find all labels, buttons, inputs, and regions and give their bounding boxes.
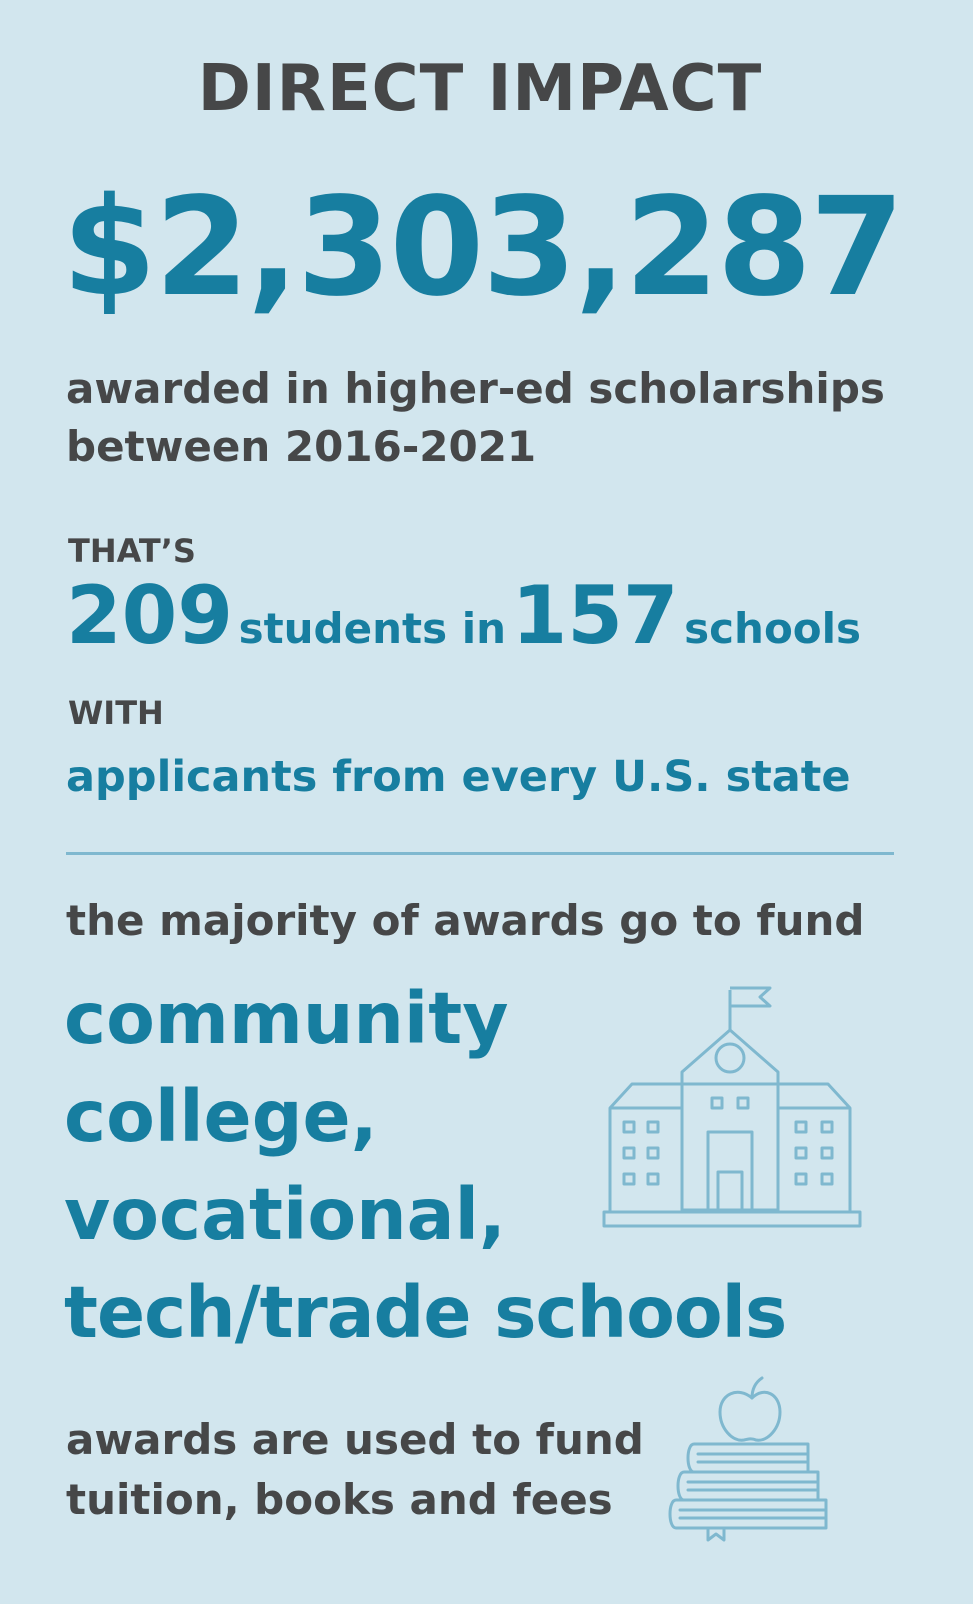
with-label: WITH bbox=[68, 694, 164, 732]
amount-description: awarded in higher-ed scholarships between 2016-2021 bbox=[66, 364, 885, 471]
school-type-item: community bbox=[64, 977, 509, 1060]
scholarship-amount: $2,303,287 bbox=[62, 169, 903, 327]
thats-label: THAT’S bbox=[68, 532, 196, 570]
schools-label: schools bbox=[684, 604, 862, 653]
uses-line: awards are used to fund bbox=[66, 1415, 644, 1464]
school-type-item: tech/trade schools bbox=[64, 1271, 787, 1354]
school-type-item: college, bbox=[64, 1075, 378, 1158]
majority-text: the majority of awards go to fund bbox=[66, 896, 865, 945]
uses-text bbox=[66, 1410, 644, 1530]
applicants-text: applicants from every U.S. state bbox=[66, 752, 851, 802]
school-type-item: vocational, bbox=[64, 1173, 506, 1256]
books-apple-icon bbox=[668, 1372, 843, 1542]
students-label: students in bbox=[238, 604, 506, 653]
school-building-icon bbox=[600, 980, 865, 1230]
section-divider bbox=[66, 852, 894, 855]
students-schools-stat bbox=[66, 569, 862, 662]
uses-line: tuition, books and fees bbox=[66, 1475, 613, 1524]
schools-count: 157 bbox=[511, 569, 679, 662]
page-title: DIRECT IMPACT bbox=[197, 52, 763, 126]
students-count: 209 bbox=[66, 569, 233, 662]
